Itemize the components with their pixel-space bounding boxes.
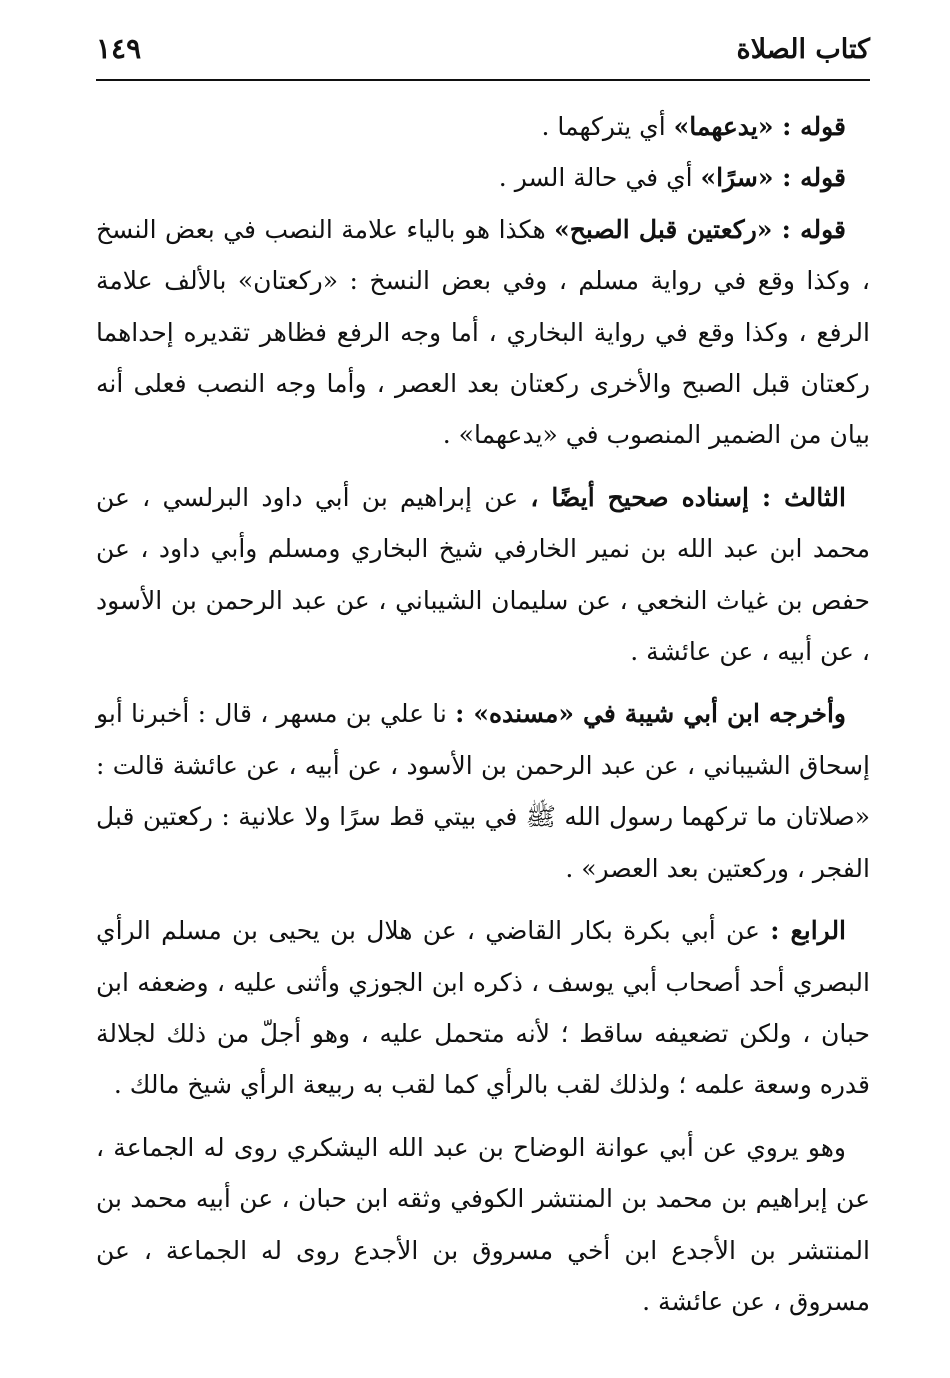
paragraph-rakatayn: [96, 204, 870, 461]
page-header: [96, 30, 870, 74]
paragraph-lead: الثالث : إسناده صحيح أيضًا ،: [530, 482, 846, 512]
page-body: [96, 101, 870, 1327]
paragraph-text: نا علي بن مسهر ، قال : أخبرنا أبو إسحاق الشيباني ، عن عبد الرحمن بن الأسود ، عن أبيه ، عن عائشة قالت : «صلاتان ما تركهما رسول الله ﷺ في بيتي قط سرًا ولا علانية : ركعتين قبل الفجر ، وركعتين بعد العصر» .: [96, 699, 870, 883]
running-title: كتاب الصلاة: [736, 34, 870, 65]
paragraph-yadauhuma: [96, 101, 870, 152]
paragraph-third-chain: [96, 472, 870, 678]
paragraph-fourth-chain: [96, 905, 870, 1111]
paragraph-lead: قوله : «سرًا»: [700, 163, 846, 193]
paragraph-text: عن أبي بكرة بكار القاضي ، عن هلال بن يحيى بن مسلم الرأي البصري أحد أصحاب أبي يوسف ، ذكره ابن الجوزي وأثنى عليه ، وضعفه ابن حبان ، ولكن تضعيفه ساقط ؛ لأنه متحمل عليه ، وهو أجلّ من ذلك لجلالة قدره وسعة علمه ؛ ولذلك لقب بالرأي كما لقب به ربيعة الرأي شيخ مالك .: [96, 916, 870, 1100]
paragraph-narrator-chain: [96, 1122, 870, 1328]
header-rule: [96, 79, 870, 81]
paragraph-text: هكذا هو بالياء علامة النصب في بعض النسخ ، وكذا وقع في رواية مسلم ، وفي بعض النسخ : «ركعتان» بالألف علامة الرفع ، وكذا وقع في رواية البخاري ، أما وجه الرفع فظاهر تقديره إحداهما ركعتان قبل الصبح والأخرى ركعتان بعد العصر ، وأما وجه النصب فعلى أنه بيان من الضمير المنصوب في «يدعهما» .: [96, 214, 870, 450]
paragraph-text: عن إبراهيم بن أبي داود البرلسي ، عن محمد ابن عبد الله بن نمير الخارفي شيخ البخاري ومسلم وأبي داود ، عن حفص بن غياث النخعي ، عن سليمان الشيباني ، عن عبد الرحمن بن الأسود ، عن أبيه ، عن عائشة .: [96, 482, 870, 667]
paragraph-text: أي يتركهما .: [541, 112, 674, 141]
paragraph-sirran: [96, 152, 870, 203]
page-number: ١٤٩: [96, 32, 142, 65]
paragraph-text: وهو يروي عن أبي عوانة الوضاح بن عبد الله اليشكري روى له الجماعة ، عن إبراهيم بن محمد بن المنتشر الكوفي وثقه ابن حبان ، عن أبيه محمد بن المنتشر بن الأجدع ابن أخي مسروق بن الأجدع روى له الجماعة ، عن مسروق ، عن عائشة .: [96, 1132, 870, 1316]
paragraph-lead: وأخرجه ابن أبي شيبة في «مسنده» :: [455, 699, 847, 729]
paragraph-lead: قوله : «ركعتين قبل الصبح»: [554, 214, 846, 244]
paragraph-lead: الرابع :: [770, 916, 847, 946]
paragraph-ibn-abi-shaybah: [96, 688, 870, 894]
paragraph-lead: قوله : «يدعهما»: [673, 112, 846, 141]
paragraph-text: أي في حالة السر .: [498, 163, 701, 193]
